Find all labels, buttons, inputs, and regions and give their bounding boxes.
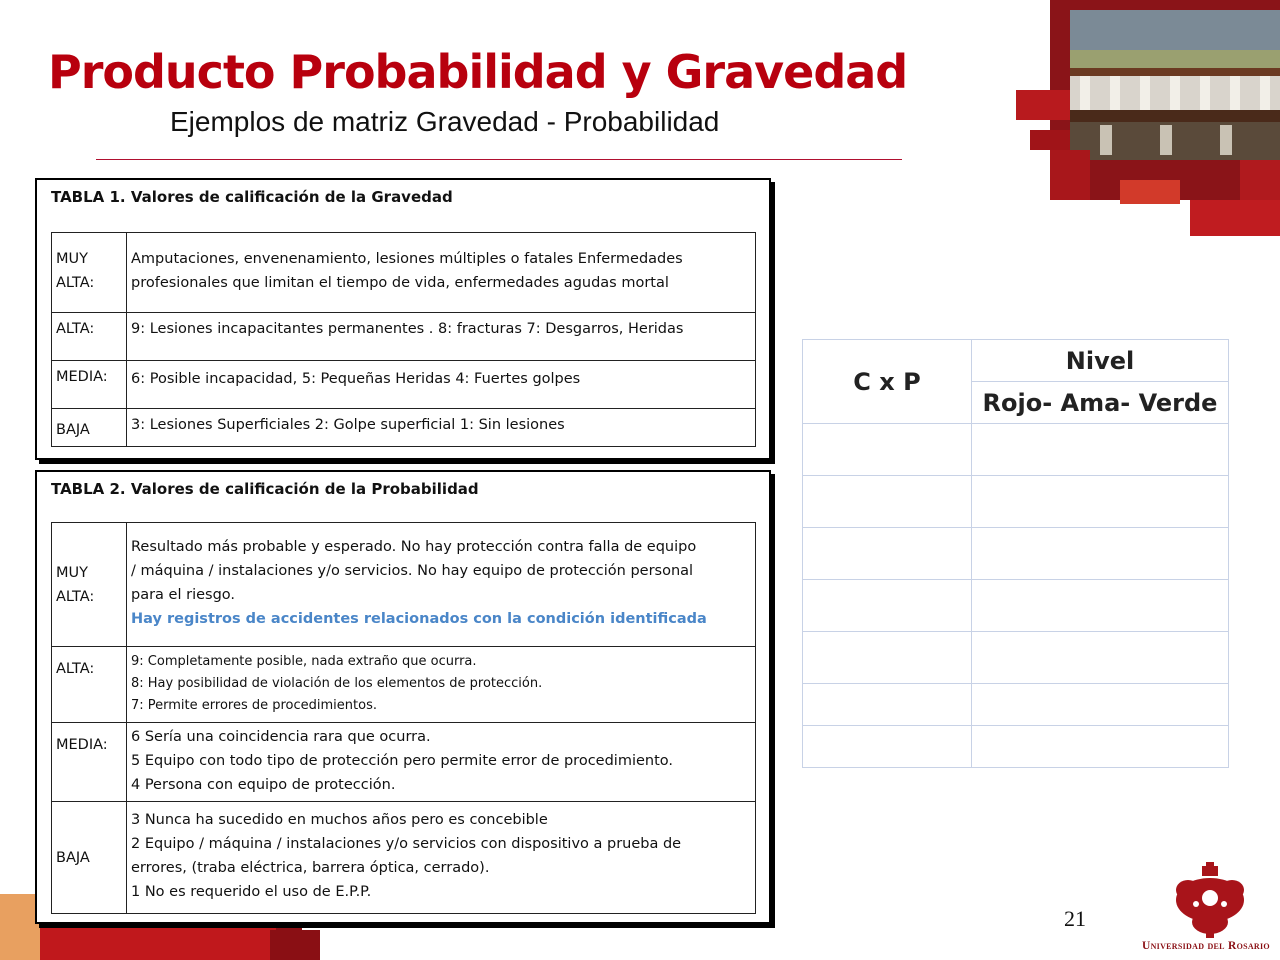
level-label: MEDIA: <box>56 737 108 753</box>
table-row <box>803 632 1229 684</box>
description-line: 4 Persona con equipo de protección. <box>131 777 396 793</box>
description-line: Amputaciones, envenenamiento, lesiones múltiples o fatales Enfermedades <box>131 251 683 267</box>
table-row <box>52 647 756 723</box>
description-line: 1 No es requerido el uso de E.P.P. <box>131 884 372 900</box>
empty-cell <box>972 528 1229 580</box>
description-cell <box>127 361 756 409</box>
table-row <box>52 723 756 802</box>
probability-table <box>35 470 771 924</box>
description-cell <box>127 233 756 313</box>
description-cell <box>127 409 756 447</box>
empty-cell <box>972 632 1229 684</box>
severity-table-caption: TABLA 1. Valores de calificación de la Gravedad <box>51 188 453 206</box>
empty-cell <box>803 476 972 528</box>
level-label: MUY <box>56 564 88 581</box>
probability-table-grid <box>51 522 756 914</box>
slide-subtitle: Ejemplos de matriz Gravedad - Probabilidad <box>170 106 720 137</box>
highlighted-note: Hay registros de accidentes relacionados con la condición identificada <box>131 611 707 627</box>
table-row <box>803 726 1229 768</box>
description-line: 8: Hay posibilidad de violación de los elementos de protección. <box>131 676 543 691</box>
table-row <box>52 233 756 313</box>
level-label: BAJA <box>56 422 90 438</box>
description-cell <box>127 723 756 802</box>
empty-cell <box>972 726 1229 768</box>
table-row <box>803 684 1229 726</box>
description-cell <box>127 313 756 361</box>
empty-cell <box>972 424 1229 476</box>
title-divider <box>96 159 902 160</box>
description-cell <box>127 802 756 914</box>
description-line: errores, (traba eléctrica, barrera óptica, cerrado). <box>131 860 490 876</box>
description-cell <box>127 523 756 647</box>
description-line: 2 Equipo / máquina / instalaciones y/o servicios con dispositivo a prueba de <box>131 836 682 852</box>
level-label: ALTA: <box>56 321 95 337</box>
description-line: 6 Sería una coincidencia rara que ocurra. <box>131 729 431 745</box>
description-line: 6: Posible incapacidad, 5: Pequeñas Heridas 4: Fuertes golpes <box>131 371 581 387</box>
empty-cell <box>972 684 1229 726</box>
level-cell <box>52 313 127 361</box>
table-row <box>52 313 756 361</box>
empty-cell <box>803 726 972 768</box>
table-row <box>52 802 756 914</box>
empty-cell <box>803 424 972 476</box>
level-cell <box>52 723 127 802</box>
color-subheader-cell: Rojo- Ama- Verde <box>972 382 1229 424</box>
level-label: ALTA: <box>56 661 95 677</box>
level-cell <box>52 361 127 409</box>
description-line: 3: Lesiones Superficiales 2: Golpe superficial 1: Sin lesiones <box>131 417 565 433</box>
level-label: MEDIA: <box>56 369 108 385</box>
level-label: MUY <box>56 251 88 267</box>
table-row <box>803 580 1229 632</box>
description-line: / máquina / instalaciones y/o servicios. No hay equipo de protección personal <box>131 563 694 579</box>
severity-table-grid <box>51 232 756 447</box>
cxp-level-table <box>802 339 1229 768</box>
cxp-header-cell: C x P <box>803 340 972 424</box>
table-row <box>803 476 1229 528</box>
description-line: 9: Lesiones incapacitantes permanentes . 8: fracturas 7: Desgarros, Heridas <box>131 321 684 337</box>
description-line: 9: Completamente posible, nada extraño que ocurra. <box>131 654 477 669</box>
level-label: BAJA <box>56 849 90 866</box>
table-row <box>803 528 1229 580</box>
description-line: 7: Permite errores de procedimientos. <box>131 698 377 713</box>
empty-cell <box>803 632 972 684</box>
description-line: profesionales que limitan el tiempo de vida, enfermedades agudas mortal <box>131 275 669 291</box>
description-line: para el riesgo. <box>131 587 235 603</box>
description-line: Resultado más probable y esperado. No hay protección contra falla de equipo <box>131 539 697 555</box>
description-cell <box>127 647 756 723</box>
probability-table-caption: TABLA 2. Valores de calificación de la Probabilidad <box>51 480 479 498</box>
level-label: ALTA: <box>56 275 95 291</box>
slide-title: Producto Probabilidad y Gravedad <box>48 45 908 99</box>
cloister-photo-decoration <box>1010 0 1280 240</box>
level-cell <box>52 233 127 313</box>
description-line: 3 Nunca ha sucedido en muchos años pero es concebible <box>131 812 548 828</box>
university-logo-text: Universidad del Rosario <box>1142 940 1270 952</box>
empty-cell <box>803 528 972 580</box>
level-label: ALTA: <box>56 588 95 605</box>
table-row <box>803 424 1229 476</box>
table-row <box>52 523 756 647</box>
level-cell <box>52 647 127 723</box>
level-cell <box>52 802 127 914</box>
level-cell <box>52 523 127 647</box>
empty-cell <box>803 684 972 726</box>
page-number: 21 <box>1064 906 1086 931</box>
severity-table <box>35 178 771 460</box>
table-row <box>803 340 1229 382</box>
empty-cell <box>972 580 1229 632</box>
empty-cell <box>972 476 1229 528</box>
empty-cell <box>803 580 972 632</box>
description-line: 5 Equipo con todo tipo de protección pero permite error de procedimiento. <box>131 753 674 769</box>
table-row <box>52 361 756 409</box>
nivel-header-cell: Nivel <box>972 340 1229 382</box>
level-cell <box>52 409 127 447</box>
table-row <box>52 409 756 447</box>
